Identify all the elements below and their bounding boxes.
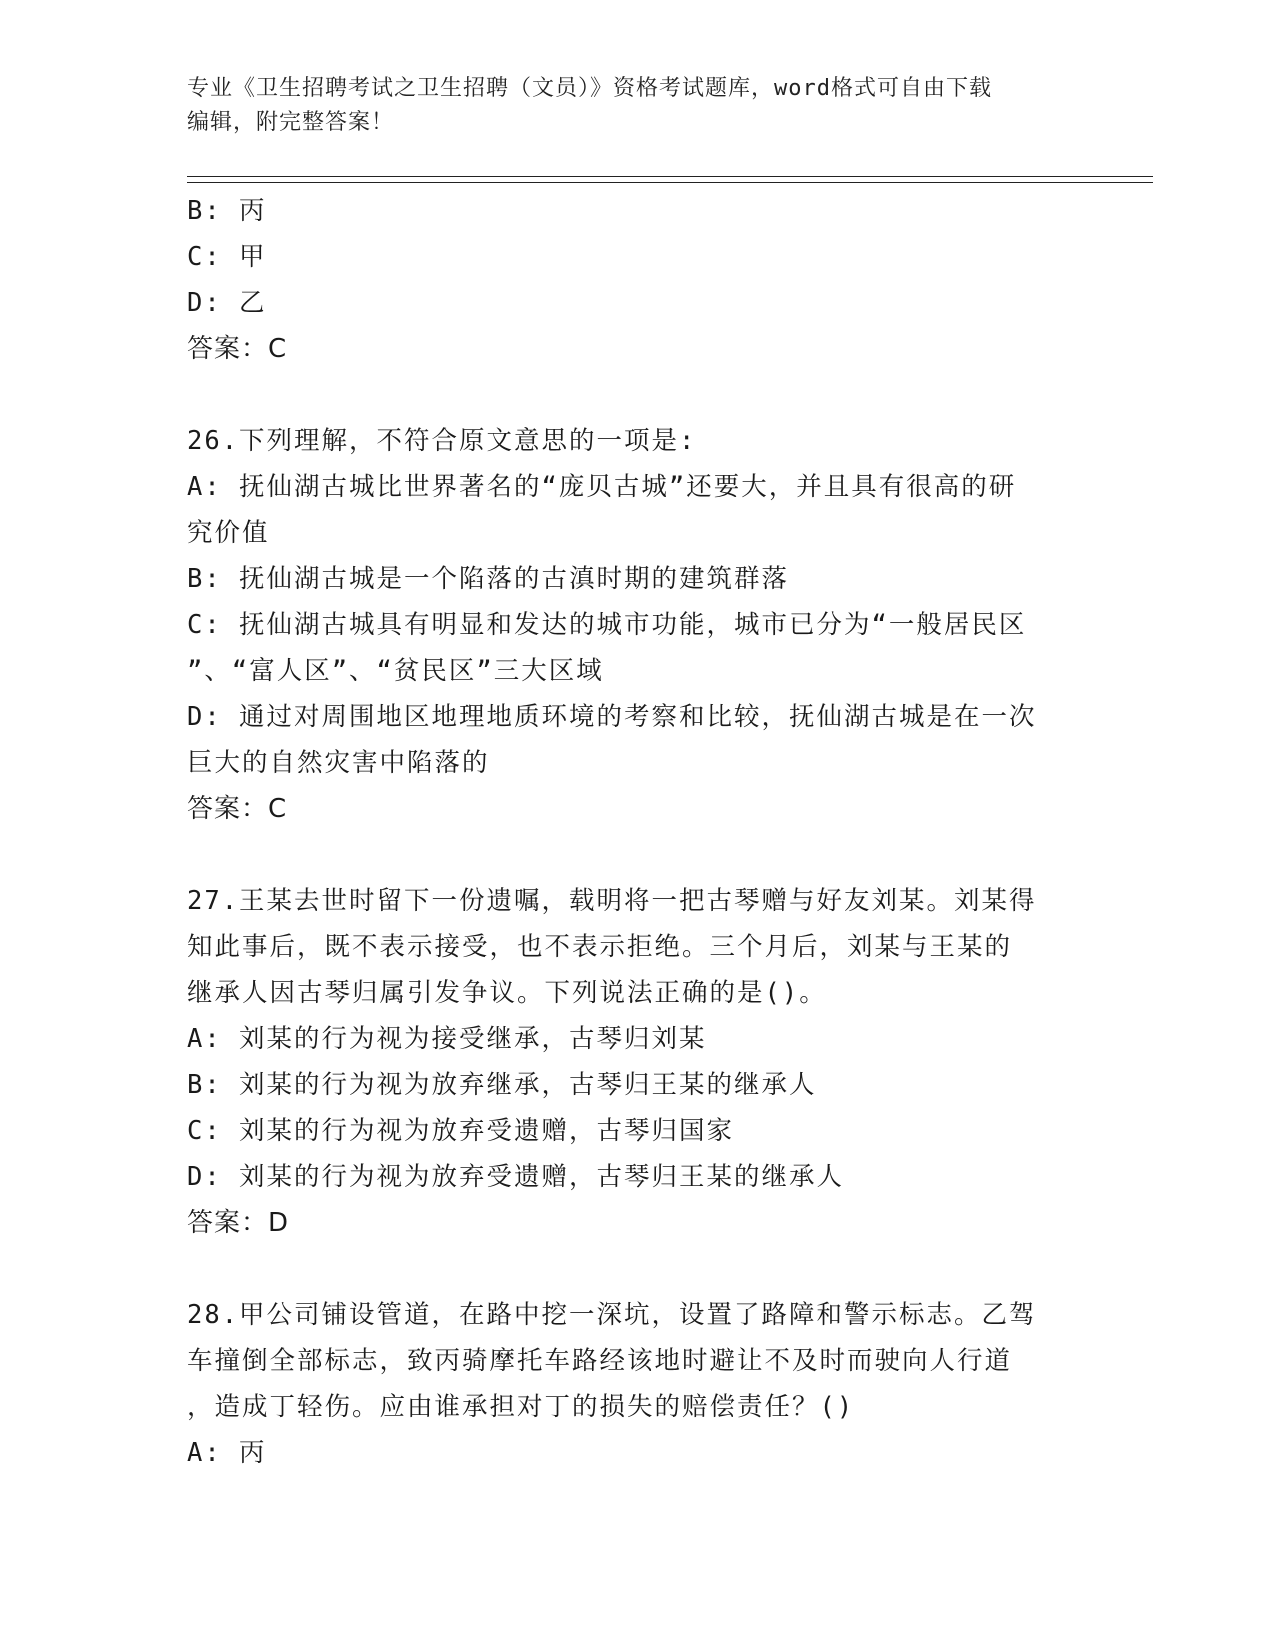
option-d-continued: 巨大的自然灾害中陷落的 [187, 748, 490, 778]
header-line-2: 编辑，附完整答案！ [187, 110, 395, 135]
header-divider-bottom [187, 182, 1153, 183]
question-stem-continued: ，造成丁轻伤。应由谁承担对丁的损失的赔偿责任？() [187, 1392, 855, 1422]
option-a: A: 刘某的行为视为接受继承，古琴归刘某 [187, 1024, 707, 1054]
option-a-continued: 究价值 [187, 518, 270, 548]
question-content [187, 188, 1077, 1476]
option-c: C: 甲 [187, 242, 267, 272]
option-d: D: 乙 [187, 288, 267, 318]
header-divider-top [187, 176, 1153, 177]
question-stem-continued: 车撞倒全部标志，致丙骑摩托车路经该地时避让不及时而驶向人行道 [187, 1346, 1013, 1376]
question-stem: 27.王某去世时留下一份遗嘱，载明将一把古琴赠与好友刘某。刘某得 [187, 886, 1037, 916]
question-stem-continued: 知此事后，既不表示接受，也不表示拒绝。三个月后，刘某与王某的 [187, 932, 1013, 962]
question-28 [187, 1292, 1077, 1476]
option-a: A: 抚仙湖古城比世界著名的“庞贝古城”还要大，并且具有很高的研 [187, 472, 1017, 502]
answer: 答案：C [187, 334, 288, 364]
option-c-continued: ”、“富人区”、“贫民区”三大区域 [187, 656, 604, 686]
answer: 答案：C [187, 794, 288, 824]
header-line-1: 专业《卫生招聘考试之卫生招聘（文员）》资格考试题库，word格式可自由下载 [187, 76, 992, 101]
question-stem: 28.甲公司铺设管道，在路中挖一深坑，设置了路障和警示标志。乙驾 [187, 1300, 1037, 1330]
option-a: A: 丙 [187, 1438, 267, 1468]
spacer [187, 832, 1077, 878]
question-26 [187, 418, 1077, 832]
option-c: C: 刘某的行为视为放弃受遗赠，古琴归国家 [187, 1116, 735, 1146]
question-stem: 26.下列理解，不符合原文意思的一项是: [187, 426, 697, 456]
question-25-tail [187, 188, 1077, 372]
question-27 [187, 878, 1077, 1246]
spacer [187, 1246, 1077, 1292]
option-b: B: 丙 [187, 196, 267, 226]
answer: 答案：D [187, 1208, 290, 1238]
document-header [187, 72, 1087, 140]
option-c: C: 抚仙湖古城具有明显和发达的城市功能，城市已分为“一般居民区 [187, 610, 1027, 640]
option-b: B: 抚仙湖古城是一个陷落的古滇时期的建筑群落 [187, 564, 790, 594]
spacer [187, 372, 1077, 418]
question-stem-continued: 继承人因古琴归属引发争议。下列说法正确的是()。 [187, 978, 827, 1008]
option-d: D: 刘某的行为视为放弃受遗赠，古琴归王某的继承人 [187, 1162, 845, 1192]
option-d: D: 通过对周围地区地理地质环境的考察和比较，抚仙湖古城是在一次 [187, 702, 1037, 732]
option-b: B: 刘某的行为视为放弃继承，古琴归王某的继承人 [187, 1070, 817, 1100]
